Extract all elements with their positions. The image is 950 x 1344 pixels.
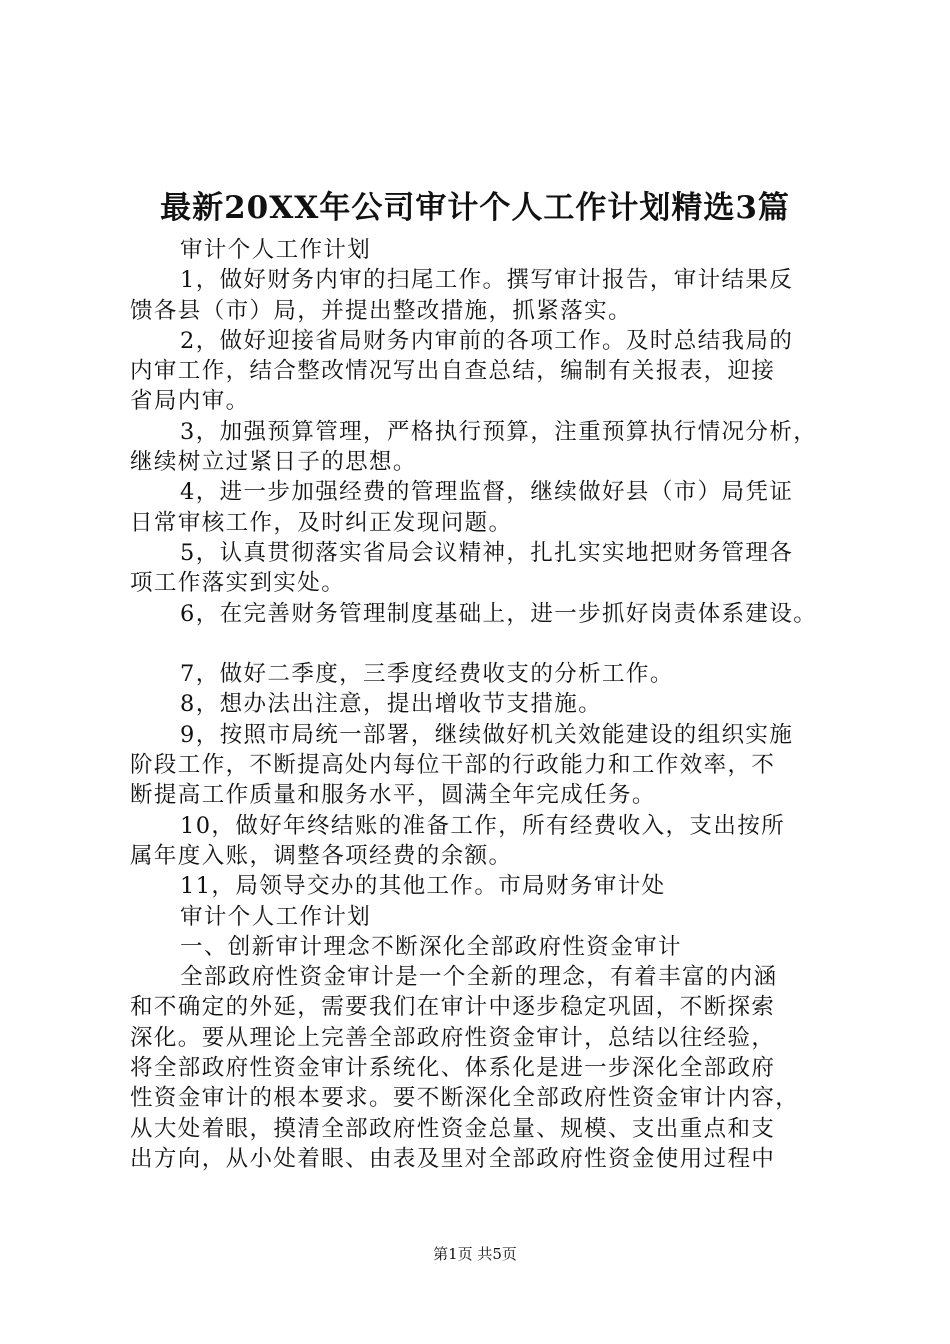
text-line: 内审工作，结合整改情况写出自查总结，编制有关报表，迎接 bbox=[130, 358, 776, 385]
text-line: 出方向，从小处着眼、由表及里对全部政府性资金使用过程中 bbox=[130, 1145, 776, 1172]
text-line: 3，加强预算管理，严格执行预算，注重预算执行情况分析， bbox=[180, 418, 818, 445]
text-line: 1，做好财务内审的扫尾工作。撰写审计报告，审计结果反 bbox=[180, 267, 794, 294]
text-line: 6，在完善财务管理制度基础上，进一步抓好岗责体系建设。 bbox=[180, 600, 818, 627]
text-line: 4，进一步加强经费的管理监督，继续做好县（市）局凭证 bbox=[180, 479, 794, 506]
text-line: 7，做好二季度，三季度经费收支的分析工作。 bbox=[180, 661, 674, 688]
text-line: 2，做好迎接省局财务内审前的各项工作。及时总结我局的 bbox=[180, 327, 794, 354]
text-line: 馈各县（市）局，并提出整改措施，抓紧落实。 bbox=[130, 297, 632, 324]
text-line: 5，认真贯彻落实省局会议精神，扎扎实实地把财务管理各 bbox=[180, 539, 794, 566]
text-line: 10，做好年终结账的准备工作，所有经费收入，支出按所 bbox=[180, 812, 786, 839]
document-body bbox=[130, 235, 830, 1174]
text-line: 从大处着眼，摸清全部政府性资金总量、规模、支出重点和支 bbox=[130, 1115, 776, 1142]
text-line: 性资金审计的根本要求。要不断深化全部政府性资金审计内容， bbox=[130, 1085, 800, 1112]
text-line: 继续树立过紧日子的思想。 bbox=[130, 449, 417, 476]
text-line: 项工作落实到实处。 bbox=[130, 570, 346, 597]
text-line: 审计个人工作计划 bbox=[180, 903, 372, 930]
text-line: 9，按照市局统一部署，继续做好机关效能建设的组织实施 bbox=[180, 721, 794, 748]
text-line: 省局内审。 bbox=[130, 388, 250, 415]
blank-line bbox=[130, 629, 830, 659]
text-line: 8，想办法出注意，提出增收节支措施。 bbox=[180, 691, 603, 718]
text-line: 日常审核工作，及时纠正发现问题。 bbox=[130, 509, 513, 536]
text-line: 11，局领导交办的其他工作。市局财务审计处 bbox=[180, 873, 666, 900]
text-line: 阶段工作，不断提高处内每位干部的行政能力和工作效率，不 bbox=[130, 752, 776, 779]
text-line: 属年度入账，调整各项经费的余额。 bbox=[130, 842, 513, 869]
page-footer: 第1页 共5页 bbox=[433, 1245, 517, 1263]
text-line: 断提高工作质量和服务水平，圆满全年完成任务。 bbox=[130, 782, 656, 809]
text-line: 全部政府性资金审计是一个全新的理念，有着丰富的内涵 bbox=[180, 964, 778, 991]
text-line: 一、创新审计理念不断深化全部政府性资金审计 bbox=[180, 933, 682, 960]
text-line: 和不确定的外延，需要我们在审计中逐步稳定巩固，不断探索 bbox=[130, 994, 776, 1021]
document-title: 最新20XX年公司审计个人工作计划精选3篇 bbox=[160, 190, 790, 226]
text-line: 将全部政府性资金审计系统化、体系化是进一步深化全部政府 bbox=[130, 1055, 776, 1082]
text-line: 审计个人工作计划 bbox=[180, 237, 372, 263]
text-line: 深化。要从理论上完善全部政府性资金审计，总结以往经验， bbox=[130, 1024, 776, 1051]
